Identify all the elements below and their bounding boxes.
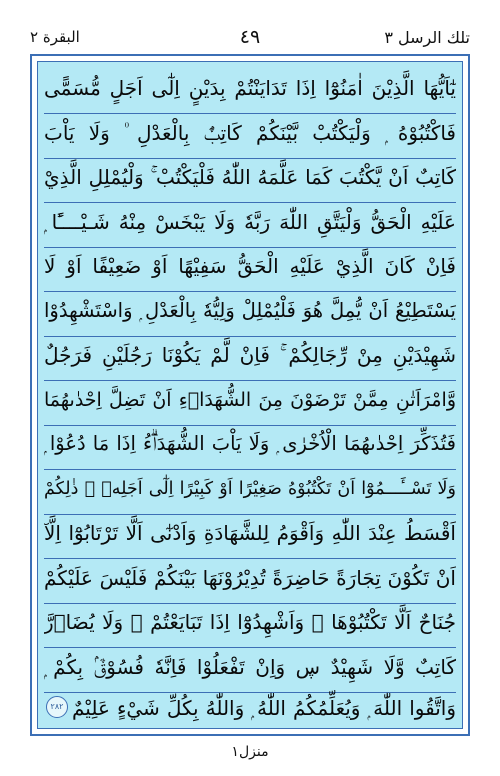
text-line-6: يَسْتَطِيْعُ اَنْ يُّمِلَّ ھُوَ فَلْيُمْلِلْ وَلِيُّهٗ بِالْعَدْلِ ۭ وَاسْتَشْهِدُوْا (44, 285, 456, 337)
text-area (37, 61, 463, 729)
ayah-number-marker: ٢٨٢ (46, 696, 68, 718)
surah-name: البقرة ٢ (30, 28, 80, 46)
page-number: ٤٩ (239, 26, 261, 48)
text-line-5: فَاِنْ كَانَ الَّذِيْ عَلَيْهِ الْحَقُّ سَفِيْهًا اَوْ ضَعِيْفًا اَوْ لَا (44, 240, 456, 292)
text-line-2: فَاكْتُبُوْهُ ۭ وَلْيَكْتُبْ بَّيْنَكُمْ كَاتِبٌۢ بِالْعَدْلِ ۠ وَلَا يَاْبَ (44, 107, 456, 159)
text-line-10: وَلَا تَسْــَٔـــمُوْٓا اَنْ تَكْتُبُوْهُ صَغِيْرًا اَوْ كَبِيْرًا اِلٰٓى اَجَلِهٖ ۭ ذٰلِكُمْ (44, 463, 456, 515)
text-line-8: وَّامْرَاَتٰنِ مِمَّنْ تَرْضَوْنَ مِنَ الشُّهَدَاۗءِ اَنْ تَضِلَّ اِحْدٰىھُمَا (44, 374, 456, 426)
text-line-4: عَلَيْهِ الْحَقُّ وَلْيَتَّقِ اللّٰهَ رَبَّهٗ وَلَا يَبْخَسْ مِنْهُ شَـيْــــًٔا ۭ (44, 196, 456, 248)
text-line-12: اَنْ تَكُوْنَ تِجَارَةً حَاضِرَةً تُدِيْرُوْنَهَا بَيْنَكُمْ فَلَيْسَ عَلَيْكُمْ (44, 552, 456, 604)
page-frame (30, 54, 470, 736)
text-line-13: جُنَاحٌ اَلَّا تَكْتُبُوْھَا ۭ وَاَشْهِدُوْٓا اِذَا تَبَايَعْتُمْ ۠ وَلَا يُضَاۗرَّ (44, 596, 456, 648)
text-line-14: كَاتِبٌ وَّلَا شَهِيْدٌ ڛ وَاِنْ تَفْعَلُوْا فَاِنَّهٗ فُسُوْقٌۢ بِكُمْ ۭ (44, 641, 456, 693)
text-line-9: فَتُذَكِّرَ اِحْدٰىهُمَا الْاُخْرٰى ۭ وَلَا يَاْبَ الشُّهَدَاۗءُ اِذَا مَا دُعُوْا ۭ (44, 418, 456, 470)
text-line-11: اَقْسَطُ عِنْدَ اللّٰهِ وَاَقْوَمُ لِلشَّهَادَةِ وَاَدْنٰٓى اَلَّا تَرْتَابُوْٓا اِلَّآ (44, 507, 456, 559)
text-line-15: وَاتَّقُوا اللّٰهَ ۭ وَيُعَلِّمُكُمُ اللّٰهُ ۭ وَاللّٰهُ بِكُلِّ شَيْءٍ عَلِيْمٌ (72, 696, 456, 720)
manzil-footer: منزل١ (231, 744, 269, 760)
page-header (30, 26, 470, 52)
juz-name: تلك الرسل ٣ (384, 28, 470, 47)
text-line-3: كَاتِبٌ اَنْ يَّكْتُبَ كَمَا عَلَّمَهُ اللّٰهُ فَلْيَكْتُبْ ۚ وَلْيُمْلِلِ الَّذِيْ (44, 151, 456, 203)
text-line-7: شَهِيْدَيْنِ مِنْ رِّجَالِكُمْ ۚ فَاِنْ لَّمْ يَكُوْنَا رَجُلَيْنِ فَرَجُلٌ (44, 329, 456, 381)
text-line-1: يٰٓاَيُّهَا الَّذِيْنَ اٰمَنُوْٓا اِذَا تَدَايَنْتُمْ بِدَيْنٍ اِلٰٓى اَجَلٍ مُّسَمًّى (44, 62, 456, 114)
